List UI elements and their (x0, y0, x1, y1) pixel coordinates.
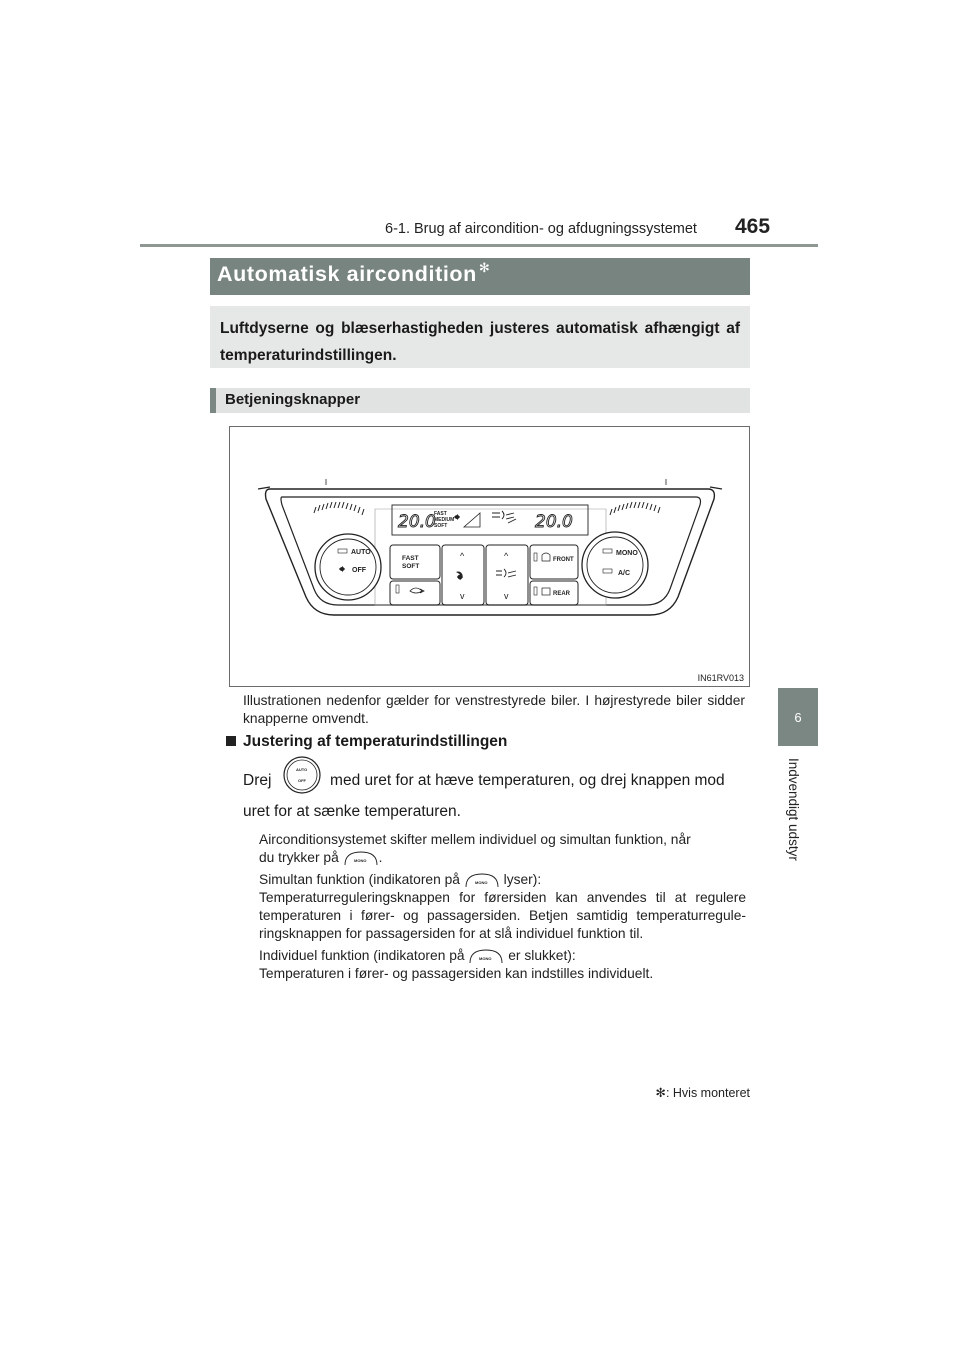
subsection-title: Betjeningsknapper (225, 391, 361, 408)
driver-temp-knob (315, 534, 381, 600)
subsection-bar (210, 388, 750, 413)
knob-auto-label: AUTO (295, 767, 307, 772)
control-panel-drawing (230, 427, 749, 686)
recirc-indicator (396, 585, 399, 593)
section-heading: Justering af temperaturindstillingen (226, 733, 507, 751)
display-airflow-icon (492, 511, 516, 523)
chapter-title: Indvendigt udstyr (786, 758, 801, 861)
fan-down-arrow-icon: v (460, 591, 465, 601)
soft-button-label: SOFT (402, 563, 420, 570)
mono-icon-label: MONO (474, 880, 488, 886)
ac-button-label: A/C (618, 570, 631, 577)
mono-button-icon (343, 850, 379, 866)
display-temp-right: 20.0 (535, 512, 573, 532)
display-fan-soft: SOFT (434, 523, 448, 529)
footnote: ✻: Hvis monteret (655, 1086, 750, 1100)
figure-note: Illustrationen nedenfor gælder for venstrestyrede biler. I højrestyrede biler sidder knapperne omvendt. (243, 693, 745, 726)
temp-knob-icon (276, 767, 326, 795)
footnote-marker-icon: ✻ (655, 1086, 666, 1100)
bullet-square-icon (226, 736, 236, 746)
fan-up-arrow-icon: ^ (460, 551, 465, 561)
instruction-line-1: Drej AUTO OFF med uret for at hæve temperaturen, og drej knappen mod (243, 767, 725, 795)
mono-button-label: MONO (616, 550, 638, 557)
detail-paragraph-3: Individuel funktion (indikatoren på MONO er slukket): Temperaturen i fører- og passagersiden kan indstilles individuelt. (259, 948, 654, 981)
detail-paragraph-1: Airconditionsystemet skifter mellem individuel og simultan funktion, når du trykker på MONO . (259, 832, 691, 865)
knob-off-label: OFF (297, 778, 306, 783)
auto-button-label: AUTO (351, 549, 371, 556)
mode-down-arrow-icon: v (504, 591, 509, 601)
off-button-label: OFF (352, 567, 366, 574)
instruction-line-2: uret for at sænke temperaturen. (243, 803, 461, 820)
page-title-bar (210, 258, 750, 295)
chapter-label (786, 758, 808, 868)
front-button-label: FRONT (553, 557, 574, 563)
figure-code: IN61RV013 (697, 673, 744, 683)
mono-icon-label: MONO (479, 956, 492, 962)
mono-button-icon (464, 872, 500, 888)
display-temp-left: 20.0 (398, 512, 436, 532)
passenger-temp-knob (582, 532, 648, 598)
intro-text: Luftdyserne og blæserhastigheden justeres automatisk afhængigt af temperaturindstillingen. (220, 320, 740, 364)
header-rule (140, 244, 818, 247)
front-indicator (534, 553, 537, 561)
running-header-section: 6-1. Brug af aircondition- og afdugningssystemet (385, 221, 697, 237)
intro-box (210, 306, 750, 368)
display-fan-bars-icon (464, 513, 480, 527)
detail-paragraph-2: Simultan funktion (indikatoren på MONO lyser): Temperaturreguleringsknappen for førersiden kan anvendes til at regulere temperaturen i fører- og passagersiden. Betjen samtidig temperaturregule-ringsknappen for passagersiden for at slå individuel funktion til. (259, 872, 746, 941)
page-title: Automatisk aircondition (217, 262, 477, 286)
recirculation-icon (410, 588, 424, 593)
control-panel-illustration (229, 426, 750, 687)
optional-marker-icon: ✻ (478, 260, 491, 275)
display-fan-fast: FAST (434, 511, 447, 517)
fast-button-label: FAST (402, 555, 419, 562)
rear-indicator (534, 587, 537, 595)
mono-icon-label: MONO (353, 858, 367, 864)
airflow-mode-icon (496, 569, 516, 577)
front-defrost-icon (542, 553, 550, 561)
display-fan-icon (454, 514, 460, 520)
mono-button-icon (468, 948, 504, 964)
chapter-tab[interactable] (778, 688, 818, 746)
rear-defrost-icon (542, 588, 550, 595)
fan-speed-icon (456, 572, 463, 581)
rear-button-label: REAR (553, 591, 571, 597)
mode-up-arrow-icon: ^ (504, 551, 509, 561)
page-number: 465 (735, 215, 771, 238)
display-fan-medium: MEDIUM (434, 517, 455, 523)
chapter-number: 6 (794, 709, 802, 725)
